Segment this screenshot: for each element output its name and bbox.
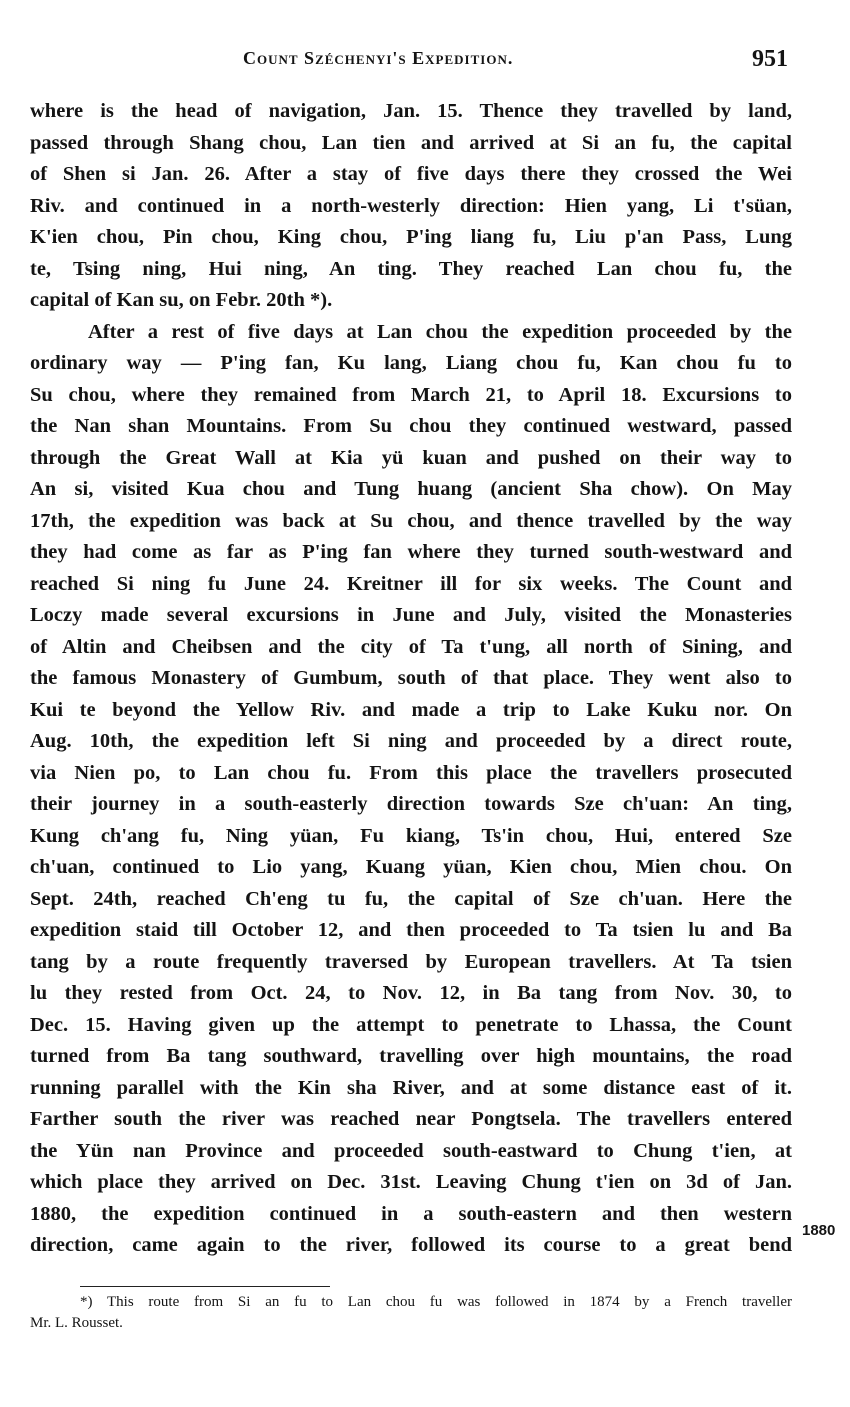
text-line: An si, visited Kua chou and Tung huang (ancient Sha chow). On May: [30, 478, 792, 500]
text-line: capital of Kan su, on Febr. 20th *).: [30, 289, 333, 311]
running-title: Count Széchenyi's Expedition.: [243, 48, 514, 68]
body-text: [30, 96, 792, 1262]
text-line: reached Si ning fu June 24. Kreitner ill for six weeks. The Count and: [30, 572, 792, 595]
text-line: Riv. and continued in a north-westerly direction: Hien yang, Li t'süan,: [30, 194, 792, 217]
text-line: 1880, the expedition continued in a south-eastern and then western: [30, 1202, 792, 1225]
text-line: the Yün nan Province and proceeded south-eastward to Chung t'ien, at: [30, 1139, 792, 1162]
text-line: which place they arrived on Dec. 31st. Leaving Chung t'ien on 3d of Jan.: [30, 1171, 792, 1193]
page-header: [0, 44, 850, 84]
text-line: ordinary way — P'ing fan, Ku lang, Liang chou fu, Kan chou fu to: [30, 352, 792, 374]
paragraph-2: [30, 317, 792, 1262]
text-line: ch'uan, continued to Lio yang, Kuang yüan, Kien chou, Mien chou. On: [30, 856, 792, 878]
footnote-line: *) This route from Si an fu to Lan chou fu was followed in 1874 by a French traveller: [80, 1294, 792, 1310]
text-line: Sept. 24th, reached Ch'eng tu fu, the capital of Sze ch'uan. Here the: [30, 887, 792, 910]
text-line: their journey in a south-easterly direction towards Sze ch'uan: An ting,: [30, 793, 792, 815]
text-line: tang by a route frequently traversed by European travellers. At Ta tsien: [30, 950, 792, 973]
text-line: Farther south the river was reached near Pongtsela. The travellers entered: [30, 1108, 792, 1130]
text-line: passed through Shang chou, Lan tien and arrived at Si an fu, the capital: [30, 131, 792, 154]
footnote: [30, 1292, 792, 1334]
text-line: te, Tsing ning, Hui ning, An ting. They reached Lan chou fu, the: [30, 257, 792, 280]
text-line: lu they rested from Oct. 24, to Nov. 12, in Ba tang from Nov. 30, to: [30, 982, 792, 1004]
text-line: expedition staid till October 12, and then proceeded to Ta tsien lu and Ba: [30, 919, 792, 941]
text-line: K'ien chou, Pin chou, King chou, P'ing liang fu, Liu p'an Pass, Lung: [30, 226, 792, 248]
text-line: 17th, the expedition was back at Su chou, and thence travelled by the way: [30, 509, 792, 532]
footnote-line: Mr. L. Rousset.: [30, 1315, 123, 1331]
text-line: the famous Monastery of Gumbum, south of that place. They went also to: [30, 667, 792, 689]
text-line: Kung ch'ang fu, Ning yüan, Fu kiang, Ts'in chou, Hui, entered Sze: [30, 824, 792, 847]
text-line: via Nien po, to Lan chou fu. From this place the travellers prosecuted: [30, 761, 792, 784]
text-line: After a rest of five days at Lan chou the expedition proceeded by the: [88, 320, 792, 343]
footnote-divider: [80, 1286, 330, 1287]
text-line: of Shen si Jan. 26. After a stay of five days there they crossed the Wei: [30, 163, 792, 185]
text-line: Su chou, where they remained from March 21, to April 18. Excursions to: [30, 383, 792, 406]
text-line: Aug. 10th, the expedition left Si ning and proceeded by a direct route,: [30, 730, 792, 752]
text-line: direction, came again to the river, followed its course to a great bend: [30, 1234, 792, 1256]
text-line: turned from Ba tang southward, travelling over high mountains, the road: [30, 1045, 792, 1067]
margin-year-note: 1880: [802, 1222, 836, 1239]
text-line: Dec. 15. Having given up the attempt to penetrate to Lhassa, the Count: [30, 1013, 792, 1036]
paragraph-1: [30, 96, 792, 317]
text-line: through the Great Wall at Kia yü kuan and pushed on their way to: [30, 446, 792, 469]
text-line: running parallel with the Kin sha River, and at some distance east of it.: [30, 1076, 792, 1099]
page-number: 951: [752, 46, 788, 72]
text-line: Kui te beyond the Yellow Riv. and made a trip to Lake Kuku nor. On: [30, 698, 792, 721]
text-line: they had come as far as P'ing fan where they turned south-westward and: [30, 541, 792, 563]
text-line: of Altin and Cheibsen and the city of Ta t'ung, all north of Sining, and: [30, 635, 792, 658]
text-line: the Nan shan Mountains. From Su chou they continued westward, passed: [30, 415, 792, 437]
text-line: where is the head of navigation, Jan. 15. Thence they travelled by land,: [30, 100, 792, 122]
text-line: Loczy made several excursions in June and July, visited the Monasteries: [30, 604, 792, 626]
